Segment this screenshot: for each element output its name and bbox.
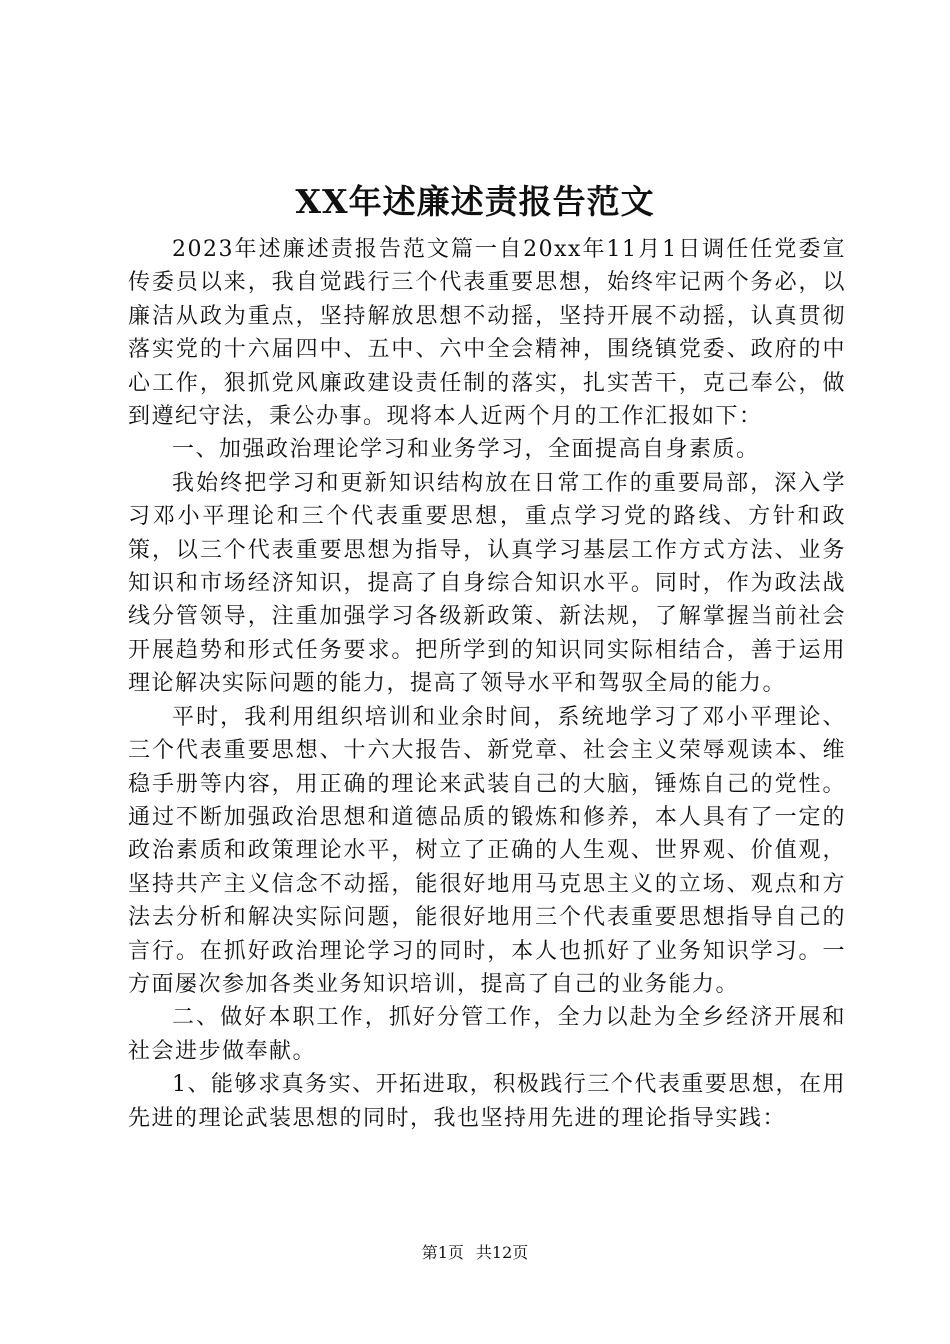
paragraph-item-1: 1、能够求真务实、开拓进取，积极践行三个代表重要思想，在用先进的理论武装思想的同时，我也坚持用先进的理论指导实践：: [128, 1072, 846, 1131]
document-body: [128, 233, 846, 1135]
paragraph-heading-1: 一、加强政治理论学习和业务学习，全面提高自身素质。: [172, 437, 760, 463]
paragraph-study: 我始终把学习和更新知识结构放在日常工作的重要局部，深入学习邓小平理论和三个代表重要思想，重点学习党的路线、方针和政策，以三个代表重要思想为指导，认真学习基层工作方式方法、业务知识和市场经济知识，提高了自身综合知识水平。同时，作为政法战线分管领导，注重加强学习各级新政策、新法规，了解掌握当前社会开展趋势和形式任务要求。把所学到的知识同实际相结合，善于运用理论解决实际问题的能力，提高了领导水平和驾驭全局的能力。: [128, 470, 846, 697]
page-number: 第1页: [421, 1243, 464, 1262]
total-pages: 共12页: [475, 1243, 529, 1262]
paragraph-heading-2: 二、做好本职工作，抓好分管工作，全力以赴为全乡经济开展和社会进步做奉献。: [128, 1005, 846, 1064]
paragraph-intro: 2023年述廉述责报告范文篇一自20xx年11月1日调任任党委宣传委员以来，我自觉践行三个代表重要思想，始终牢记两个务必，以廉洁从政为重点，坚持解放思想不动摇，坚持开展不动摇，认真贯彻落实党的十六届四中、五中、六中全会精神，围绕镇党委、政府的中心工作，狠抓党风廉政建设责任制的落实，扎实苦干，克己奉公，做到遵纪守法，秉公办事。现将本人近两个月的工作汇报如下：: [128, 237, 846, 430]
document-title: XX年述廉述责报告范文: [295, 182, 655, 221]
page-footer: [0, 1242, 950, 1264]
paragraph-practice: 平时，我利用组织培训和业余时间，系统地学习了邓小平理论、三个代表重要思想、十六大报告、新党章、社会主义荣辱观读本、维稳手册等内容，用正确的理论来武装自己的大脑，锤炼自己的党性。通过不断加强政治思想和道德品质的锻炼和修养，本人具有了一定的政治素质和政策理论水平，树立了正确的人生观、世界观、价值观，坚持共产主义信念不动摇，能很好地用马克思主义的立场、观点和方法去分析和解决实际问题，能很好地用三个代表重要思想指导自己的言行。在抓好政治理论学习的同时，本人也抓好了业务知识学习。一方面屡次参加各类业务知识培训，提高了自己的业务能力。: [128, 704, 846, 997]
